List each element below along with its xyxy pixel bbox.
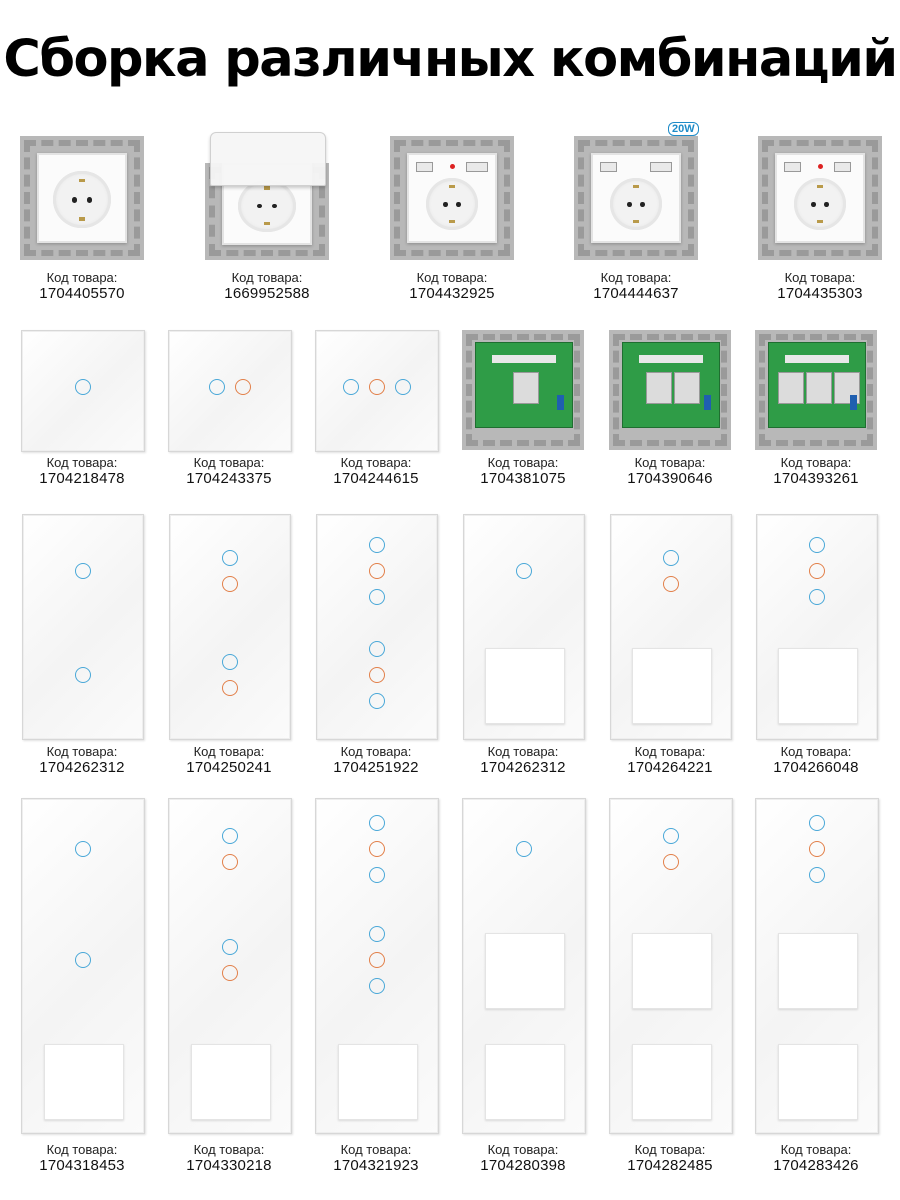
touch-button-blue[interactable] <box>395 379 411 395</box>
product-code: 1704218478 <box>39 470 125 487</box>
glass-switch-panel <box>609 798 733 1134</box>
code-label: Код товара: <box>46 270 118 285</box>
socket-assembly <box>20 136 144 260</box>
code-label: Код товара: <box>416 270 488 285</box>
usb-a-port <box>600 162 616 172</box>
code-label: Код товара: <box>634 744 706 759</box>
code-label: Код товара: <box>340 1142 412 1157</box>
earth-contact <box>449 220 455 223</box>
socket-insert-cutout <box>44 1044 124 1120</box>
code-label: Код товара: <box>634 455 706 470</box>
touch-button-blue[interactable] <box>369 815 385 831</box>
product-code: 1669952588 <box>224 285 310 302</box>
schuko-outlet <box>238 180 295 232</box>
socket-insert-cutout <box>778 933 858 1009</box>
product-code: 1704283426 <box>773 1157 859 1174</box>
touch-button-blue[interactable] <box>222 828 238 844</box>
code-label: Код товара: <box>487 1142 559 1157</box>
touch-button-blue[interactable] <box>369 537 385 553</box>
earth-contact <box>449 185 455 188</box>
glass-switch-panel <box>21 330 145 452</box>
glass-switch-panel <box>168 798 292 1134</box>
product-card[interactable] <box>22 514 142 738</box>
socket-pin <box>272 204 277 209</box>
board-label <box>492 355 557 363</box>
product-card[interactable] <box>755 330 877 450</box>
socket-plate <box>37 153 126 242</box>
earth-contact <box>264 222 271 225</box>
code-label: Код товара: <box>784 270 856 285</box>
product-card[interactable] <box>462 330 584 450</box>
touch-button-blue[interactable] <box>369 641 385 657</box>
product-code: 1704243375 <box>186 470 272 487</box>
touch-button-orange[interactable] <box>663 854 679 870</box>
product-code: 1704244615 <box>333 470 419 487</box>
relay-block <box>674 372 700 404</box>
socket-plate <box>775 153 864 242</box>
touch-button-blue[interactable] <box>75 379 91 395</box>
touch-button-blue[interactable] <box>663 828 679 844</box>
glass-switch-panel <box>168 330 292 452</box>
earth-contact <box>633 220 639 223</box>
product-code: 1704250241 <box>186 759 272 776</box>
product-card[interactable] <box>610 514 730 738</box>
socket-assembly <box>758 136 882 260</box>
socket-assembly <box>390 136 514 260</box>
usb-a-port <box>784 162 800 172</box>
socket-pin <box>627 202 632 207</box>
product-code-caption <box>750 270 890 302</box>
product-code-caption <box>566 270 706 302</box>
product-card[interactable] <box>168 798 290 1132</box>
product-code-caption <box>159 1142 299 1174</box>
touch-button-blue[interactable] <box>809 537 825 553</box>
product-code-caption <box>306 744 446 776</box>
product-code-caption <box>12 1142 152 1174</box>
socket-insert-cutout <box>778 1044 858 1120</box>
touch-button-orange[interactable] <box>663 576 679 592</box>
code-label: Код товара: <box>193 1142 265 1157</box>
product-code: 1704444637 <box>593 285 679 302</box>
socket-insert-cutout <box>632 933 712 1009</box>
usb-a-port <box>834 162 850 172</box>
code-label: Код товара: <box>46 455 118 470</box>
glass-switch-panel <box>21 798 145 1134</box>
product-code: 1704321923 <box>333 1157 419 1174</box>
product-code-caption <box>382 270 522 302</box>
touch-button-orange[interactable] <box>235 379 251 395</box>
relay-block <box>646 372 672 404</box>
product-card[interactable] <box>315 330 437 450</box>
glass-switch-panel <box>316 514 438 740</box>
socket-insert-cutout <box>485 1044 565 1120</box>
glass-switch-panel <box>463 514 585 740</box>
board-label <box>785 355 850 363</box>
indicator-led <box>818 164 823 169</box>
socket-plate <box>407 153 496 242</box>
product-code-caption <box>453 744 593 776</box>
product-card[interactable] <box>316 514 436 738</box>
product-code: 1704266048 <box>773 759 859 776</box>
product-card[interactable] <box>168 330 290 450</box>
socket-pin <box>87 197 92 202</box>
socket-insert-cutout <box>338 1044 418 1120</box>
relay-block <box>778 372 804 404</box>
product-code: 1704262312 <box>39 759 125 776</box>
product-code-caption <box>12 744 152 776</box>
glass-switch-panel <box>462 798 586 1134</box>
schuko-outlet <box>610 178 662 230</box>
code-label: Код товара: <box>46 1142 118 1157</box>
touch-button-orange[interactable] <box>222 965 238 981</box>
product-card[interactable] <box>609 798 731 1132</box>
switch-module <box>609 330 731 450</box>
touch-button-blue[interactable] <box>516 563 532 579</box>
product-card[interactable] <box>390 136 514 260</box>
product-code-caption <box>197 270 337 302</box>
board-label <box>639 355 704 363</box>
product-card[interactable] <box>315 798 437 1132</box>
product-code-caption <box>306 1142 446 1174</box>
product-code-caption <box>159 455 299 487</box>
switch-module <box>755 330 877 450</box>
product-code: 1704393261 <box>773 470 859 487</box>
touch-button-blue[interactable] <box>663 550 679 566</box>
touch-button-blue[interactable] <box>209 379 225 395</box>
touch-button-blue[interactable] <box>75 952 91 968</box>
product-code: 1704390646 <box>627 470 713 487</box>
socket-pin <box>811 202 816 207</box>
touch-button-orange[interactable] <box>222 576 238 592</box>
code-label: Код товара: <box>600 270 672 285</box>
product-code: 1704435303 <box>777 285 863 302</box>
product-code-caption <box>746 1142 886 1174</box>
product-card[interactable] <box>20 136 144 260</box>
touch-button-blue[interactable] <box>809 867 825 883</box>
code-label: Код товара: <box>634 1142 706 1157</box>
usb-a-port <box>416 162 432 172</box>
touch-button-blue[interactable] <box>369 926 385 942</box>
glass-switch-panel <box>756 514 878 740</box>
socket-pin <box>72 197 77 202</box>
touch-button-blue[interactable] <box>222 550 238 566</box>
touch-button-blue[interactable] <box>369 693 385 709</box>
product-code-caption <box>746 455 886 487</box>
product-card[interactable] <box>758 136 882 260</box>
product-card[interactable] <box>609 330 731 450</box>
socket-insert-cutout <box>485 648 565 724</box>
code-label: Код товара: <box>193 744 265 759</box>
product-card[interactable] <box>755 798 877 1132</box>
product-code-caption <box>600 744 740 776</box>
touch-button-orange[interactable] <box>369 841 385 857</box>
fast-charge-20w-badge: 20W <box>668 122 699 136</box>
product-code-caption <box>306 455 446 487</box>
schuko-outlet <box>794 178 846 230</box>
touch-button-blue[interactable] <box>516 841 532 857</box>
product-code-caption <box>12 270 152 302</box>
product-card[interactable] <box>462 798 584 1132</box>
code-label: Код товара: <box>780 1142 852 1157</box>
socket-assembly <box>574 123 698 260</box>
earth-contact <box>79 217 86 220</box>
glass-switch-panel <box>610 514 732 740</box>
capacitor <box>704 395 711 410</box>
capacitor <box>557 395 564 410</box>
earth-contact <box>817 220 823 223</box>
socket-insert-cutout <box>485 933 565 1009</box>
touch-button-blue[interactable] <box>222 654 238 670</box>
touch-button-orange[interactable] <box>809 563 825 579</box>
touch-button-blue[interactable] <box>369 978 385 994</box>
earth-contact <box>79 179 86 182</box>
earth-contact <box>817 185 823 188</box>
socket-assembly <box>205 136 329 260</box>
product-code-caption <box>453 1142 593 1174</box>
socket-insert-cutout <box>632 1044 712 1120</box>
touch-button-blue[interactable] <box>75 841 91 857</box>
code-label: Код товара: <box>780 455 852 470</box>
code-label: Код товара: <box>487 744 559 759</box>
product-code-caption <box>746 744 886 776</box>
glass-switch-panel <box>315 798 439 1134</box>
usb-c-port <box>650 162 672 172</box>
code-label: Код товара: <box>193 455 265 470</box>
product-card[interactable] <box>463 514 583 738</box>
touch-button-orange[interactable] <box>222 680 238 696</box>
code-label: Код товара: <box>340 455 412 470</box>
touch-button-blue[interactable] <box>809 589 825 605</box>
touch-button-orange[interactable] <box>369 379 385 395</box>
socket-pin <box>824 202 829 207</box>
socket-pin <box>443 202 448 207</box>
schuko-outlet <box>53 171 110 228</box>
product-code-caption <box>12 455 152 487</box>
earth-contact <box>264 186 271 189</box>
glass-switch-panel <box>169 514 291 740</box>
code-label: Код товара: <box>231 270 303 285</box>
indicator-led <box>450 164 455 169</box>
product-card[interactable] <box>169 514 289 738</box>
socket-plate <box>591 153 680 242</box>
product-code: 1704318453 <box>39 1157 125 1174</box>
touch-button-orange[interactable] <box>809 841 825 857</box>
relay-block <box>513 372 539 404</box>
touch-button-blue[interactable] <box>75 667 91 683</box>
touch-button-orange[interactable] <box>369 952 385 968</box>
product-code-caption <box>159 744 299 776</box>
touch-button-blue[interactable] <box>369 589 385 605</box>
glass-switch-panel <box>755 798 879 1134</box>
product-code: 1704330218 <box>186 1157 272 1174</box>
touch-button-orange[interactable] <box>369 667 385 683</box>
product-code-caption <box>453 455 593 487</box>
product-card[interactable] <box>574 123 698 260</box>
socket-insert-cutout <box>632 648 712 724</box>
product-card[interactable] <box>205 136 329 260</box>
socket-pin <box>640 202 645 207</box>
product-code: 1704280398 <box>480 1157 566 1174</box>
hinged-lid <box>210 132 326 186</box>
usb-c-port <box>466 162 488 172</box>
earth-contact <box>633 185 639 188</box>
socket-pin <box>456 202 461 207</box>
circuit-board <box>475 342 572 428</box>
page-title: Сборка различных комбинаций <box>3 30 897 89</box>
product-code-caption <box>600 1142 740 1174</box>
product-code: 1704251922 <box>333 759 419 776</box>
glass-switch-panel <box>315 330 439 452</box>
socket-insert-cutout <box>778 648 858 724</box>
touch-button-blue[interactable] <box>222 939 238 955</box>
product-code: 1704405570 <box>39 285 125 302</box>
code-label: Код товара: <box>780 744 852 759</box>
schuko-outlet <box>426 178 478 230</box>
code-label: Код товара: <box>487 455 559 470</box>
touch-button-blue[interactable] <box>75 563 91 579</box>
code-label: Код товара: <box>46 744 118 759</box>
product-code-caption <box>600 455 740 487</box>
glass-switch-panel <box>22 514 144 740</box>
product-code: 1704432925 <box>409 285 495 302</box>
product-code: 1704262312 <box>480 759 566 776</box>
touch-button-orange[interactable] <box>369 563 385 579</box>
circuit-board <box>622 342 719 428</box>
socket-insert-cutout <box>191 1044 271 1120</box>
product-card[interactable] <box>21 330 143 450</box>
capacitor <box>850 395 857 410</box>
code-label: Код товара: <box>340 744 412 759</box>
touch-button-blue[interactable] <box>809 815 825 831</box>
circuit-board <box>768 342 865 428</box>
relay-block <box>806 372 832 404</box>
product-code: 1704381075 <box>480 470 566 487</box>
product-code: 1704282485 <box>627 1157 713 1174</box>
product-code: 1704264221 <box>627 759 713 776</box>
product-card[interactable] <box>21 798 143 1132</box>
switch-module <box>462 330 584 450</box>
product-card[interactable] <box>756 514 876 738</box>
socket-pin <box>257 204 262 209</box>
touch-button-orange[interactable] <box>222 854 238 870</box>
touch-button-blue[interactable] <box>343 379 359 395</box>
touch-button-blue[interactable] <box>369 867 385 883</box>
